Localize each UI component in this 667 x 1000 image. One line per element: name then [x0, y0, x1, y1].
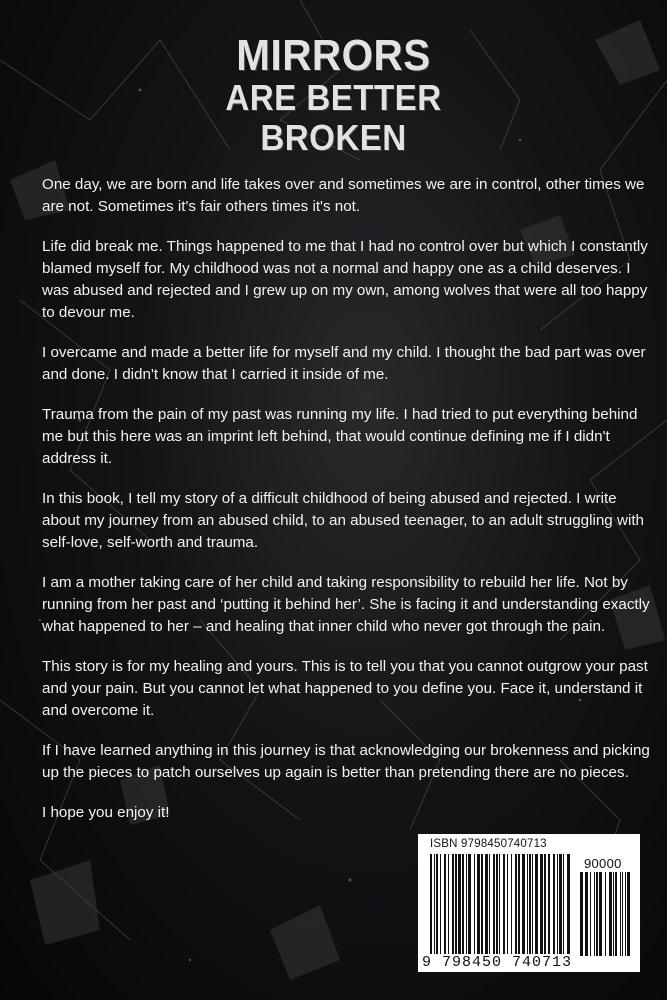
- blurb-text: [42, 174, 654, 842]
- barcode-bar: [515, 854, 517, 954]
- barcode-bar: [620, 872, 621, 956]
- title-line-2: ARE BETTER: [225, 77, 442, 118]
- book-title: [0, 31, 667, 158]
- blurb-paragraph: I hope you enjoy it!: [42, 804, 170, 821]
- barcode-bar: [430, 854, 432, 954]
- barcode-bar: [529, 854, 531, 954]
- barcode-bar: [553, 854, 555, 954]
- barcode-bar: [580, 872, 583, 956]
- barcode-bar: [535, 854, 538, 954]
- barcode-bar: [444, 854, 446, 954]
- price-code: 90000: [584, 856, 622, 871]
- barcode-bar: [468, 854, 471, 954]
- barcode-bar: [609, 872, 612, 956]
- barcode-bar: [627, 872, 630, 956]
- barcode-bar: [585, 872, 588, 956]
- blurb-paragraph: I am a mother taking care of her child and taking responsibility to rebuild her life. Not by running from her past and ‘putting it behind her’. She is facing it and understanding exactly what happened to her – and healing that inner child who never got through the pain.: [42, 574, 650, 635]
- barcode-bar: [436, 854, 438, 954]
- barcode-bar: [605, 872, 606, 956]
- barcode-bar: [567, 854, 570, 954]
- barcode-bar: [493, 854, 495, 954]
- barcode-bar: [499, 854, 500, 954]
- barcode-bar: [481, 854, 483, 954]
- barcode-bar: [522, 854, 525, 954]
- barcode-bars: [430, 854, 570, 954]
- blurb-paragraph: Life did break me. Things happened to me that I had no control over but which I constantly blamed myself for. My childhood was not a normal and happy one as a child deserves. I was abused and rejected and I grew up on my own, among wolves that were all too happy to devour me.: [42, 238, 648, 321]
- barcode-bar: [458, 854, 461, 954]
- barcode-bar: [440, 854, 441, 954]
- barcode-bar: [518, 854, 520, 954]
- blurb-paragraph: Trauma from the pain of my past was running my life. I had tried to put everything behind me but this here was an imprint left behind, that would continue defining me if I didn't address it.: [42, 406, 638, 467]
- barcode-bar: [511, 854, 512, 954]
- barcode-bar: [548, 854, 550, 954]
- barcode-bar: [599, 872, 602, 956]
- barcode-bar: [596, 872, 598, 956]
- barcode-bar: [625, 872, 626, 956]
- barcode-bar: [563, 854, 564, 954]
- barcode-bar: [544, 854, 546, 954]
- blurb-paragraph: In this book, I tell my story of a difficult childhood of being abused and rejected. I write about my journey from an abused child, to an abused teenager, to an adult struggling with self-love, self-worth and trauma.: [42, 490, 644, 551]
- blurb-paragraph: If I have learned anything in this journey is that acknowledging our brokenness and picking up the pieces to patch ourselves up again is better than pretending there are no pieces.: [42, 742, 650, 781]
- barcode-bar: [434, 854, 435, 954]
- isbn-barcode: [418, 834, 640, 972]
- barcode-bar: [448, 854, 449, 954]
- barcode-bar: [477, 854, 480, 954]
- barcode-bar: [559, 854, 562, 954]
- barcode-bar: [594, 872, 595, 956]
- blurb-paragraph: This story is for my healing and yours. This is to tell you that you cannot outgrow your past and your pain. But you cannot let what happened to you define you. Face it, understand it and overcome it.: [42, 658, 648, 719]
- barcode-bar: [455, 854, 457, 954]
- barcode-bar: [474, 854, 475, 954]
- barcode-bar: [613, 872, 614, 956]
- barcode-digits: 9 798450 740713: [422, 954, 573, 971]
- barcode-bar: [503, 854, 505, 954]
- barcode-bar: [462, 854, 464, 954]
- isbn-label: ISBN 9798450740713: [430, 838, 547, 850]
- barcode-bar: [615, 872, 617, 956]
- blurb-paragraph: I overcame and made a better life for myself and my child. I thought the bad part was over and done. I didn't know that I carried it inside of me.: [42, 344, 646, 383]
- barcode-bar: [452, 854, 454, 954]
- blurb-paragraph: One day, we are born and life takes over and sometimes we are in control, other times we are not. Sometimes it's fair others times it's not.: [42, 176, 645, 215]
- barcode-bar: [622, 872, 623, 956]
- barcode-bar: [466, 854, 467, 954]
- barcode-bar: [540, 854, 543, 954]
- price-addon-bars: [580, 872, 630, 956]
- barcode-bar: [532, 854, 533, 954]
- barcode-bar: [557, 854, 558, 954]
- barcode-bar: [527, 854, 528, 954]
- title-line-3: BROKEN: [260, 117, 407, 158]
- barcode-bar: [485, 854, 488, 954]
- barcode-bar: [496, 854, 498, 954]
- barcode-bar: [489, 854, 490, 954]
- barcode-bar: [590, 872, 591, 956]
- barcode-bar: [507, 854, 508, 954]
- title-line-1: MIRRORS: [236, 31, 431, 80]
